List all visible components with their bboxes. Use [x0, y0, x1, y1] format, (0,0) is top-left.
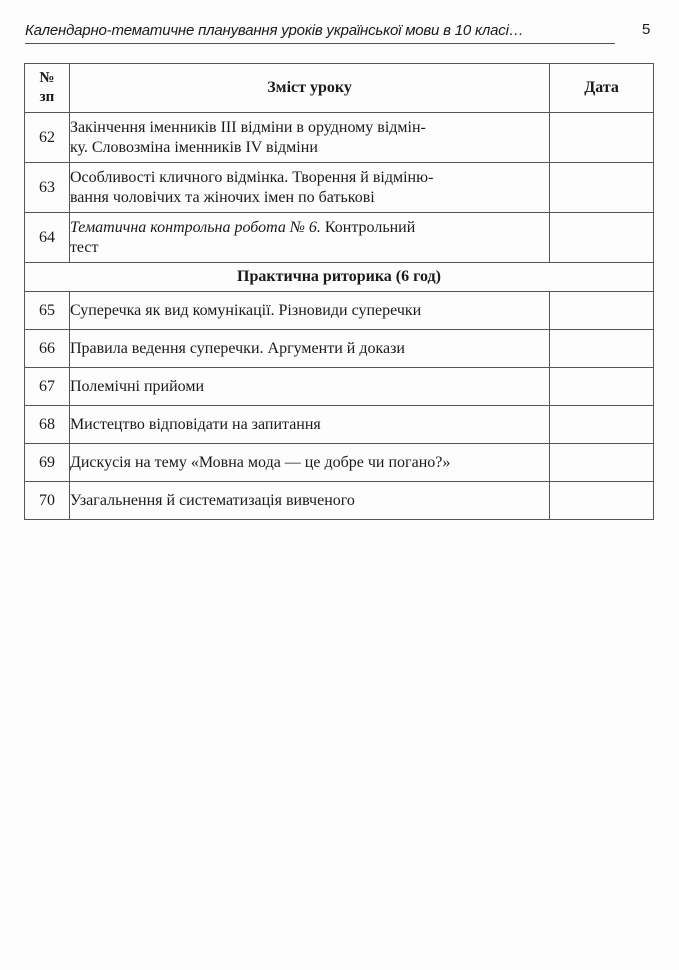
lesson-topic — [69, 113, 549, 163]
lesson-number: 70 — [25, 482, 70, 520]
section-row — [25, 263, 654, 292]
lesson-number: 69 — [25, 444, 70, 482]
lesson-date-cell[interactable] — [550, 213, 654, 263]
lesson-number: 66 — [25, 330, 70, 368]
table-row — [25, 292, 654, 330]
lesson-number: 68 — [25, 406, 70, 444]
lesson-date-cell[interactable] — [550, 330, 654, 368]
table-row — [25, 113, 654, 163]
table-row — [25, 213, 654, 263]
lesson-number: 63 — [25, 163, 70, 213]
lesson-topic-line: Закінчення іменників ІІІ відміни в орудному відмін- — [69, 118, 426, 136]
column-header-number-line1: № — [39, 70, 55, 86]
table-row — [25, 482, 654, 520]
table-row — [25, 330, 654, 368]
lesson-date-cell[interactable] — [550, 368, 654, 406]
lesson-number: 67 — [25, 368, 70, 406]
table-header-row — [25, 64, 654, 113]
table-row — [25, 406, 654, 444]
lesson-topic-line: Контрольний — [320, 218, 416, 236]
lesson-date-cell[interactable] — [550, 444, 654, 482]
section-title: Практична риторика (6 год) — [25, 263, 654, 292]
lesson-date-cell[interactable] — [550, 292, 654, 330]
lesson-topic-italic: Тематична контрольна робота № 6. — [69, 218, 321, 236]
lesson-plan-table — [24, 63, 654, 520]
lesson-number: 64 — [25, 213, 70, 263]
lesson-topic: Полемічні прийоми — [69, 368, 549, 406]
lesson-date-cell[interactable] — [550, 163, 654, 213]
lesson-topic-line: Особливості кличного відмінка. Творення й відміню- — [69, 168, 434, 186]
column-header-number-line2: зп — [39, 89, 55, 105]
lesson-topic: Узагальнення й систематизація вивченого — [69, 482, 549, 520]
lesson-topic — [69, 163, 549, 213]
lesson-date-cell[interactable] — [550, 406, 654, 444]
running-title: Календарно-тематичне планування уроків української мови в 10 класі… — [25, 22, 615, 44]
column-header-number — [25, 64, 70, 113]
table-row — [25, 163, 654, 213]
column-header-topic: Зміст уроку — [69, 64, 549, 113]
lesson-date-cell[interactable] — [550, 113, 654, 163]
column-header-date: Дата — [550, 64, 654, 113]
table-row — [25, 368, 654, 406]
lesson-topic-line: вання чоловічих та жіночих імен по батькові — [69, 188, 375, 206]
table-row — [25, 444, 654, 482]
lesson-number: 65 — [25, 292, 70, 330]
lesson-date-cell[interactable] — [550, 482, 654, 520]
lesson-topic — [69, 213, 549, 263]
page-number: 5 — [642, 21, 651, 38]
lesson-number: 62 — [25, 113, 70, 163]
lesson-topic-line: ку. Словозміна іменників IV відміни — [69, 138, 318, 156]
lesson-topic: Дискусія на тему «Мовна мода — це добре чи погано?» — [69, 444, 549, 482]
lesson-topic: Мистецтво відповідати на запитання — [69, 406, 549, 444]
lesson-topic: Суперечка як вид комунікації. Різновиди суперечки — [69, 292, 549, 330]
lesson-topic: Правила ведення суперечки. Аргументи й докази — [69, 330, 549, 368]
lesson-topic-line: тест — [69, 238, 99, 256]
